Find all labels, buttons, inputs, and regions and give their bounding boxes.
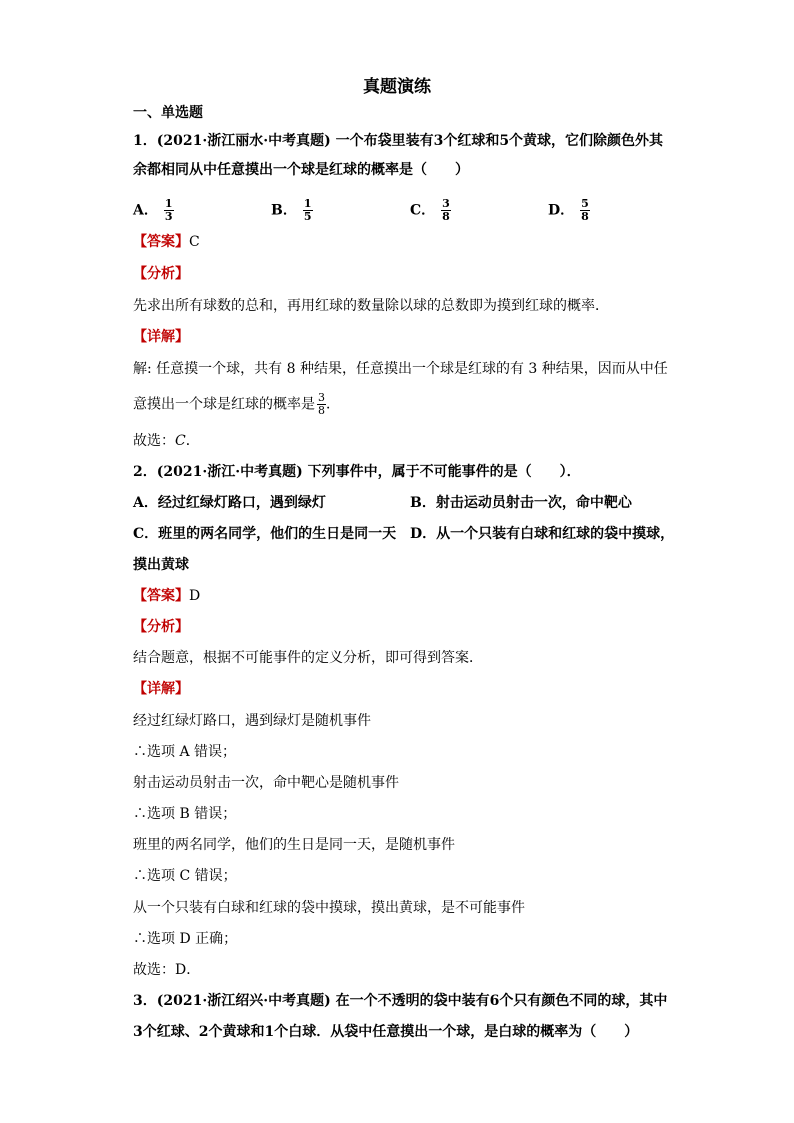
answer-tag: 【答案】 (133, 234, 189, 250)
q1-stem-line1: 1．(2021·浙江丽水·中考真题) 一个布袋里装有3个红球和5个黄球，它们除颜色外其 (133, 133, 664, 149)
q2-detail-line: ∴选项 B 错误； (133, 806, 237, 822)
q1-option-d: D． $\frac{5}{8}$ (548, 197, 589, 223)
section-heading: 一、单选题 (133, 105, 203, 121)
q1-detail-tag: 【详解】 (133, 329, 189, 345)
q1-stem-line2: 余都相同从中任意摸出一个球是红球的概率是（ ） (133, 162, 469, 178)
q1-answer: 【答案】C (133, 234, 200, 250)
q2-option-d: D．从一个只装有白球和红球的袋中摸球， (410, 526, 675, 542)
answer-tag: 【答案】 (133, 588, 189, 604)
q2-option-b: B．射击运动员射击一次，命中靶心 (410, 495, 632, 511)
q2-detail-line: 经过红绿灯路口，遇到绿灯是随机事件 (133, 713, 371, 729)
q2-detail-line: ∴选项 A 错误； (133, 744, 237, 760)
q2-analysis-tag: 【分析】 (133, 619, 189, 635)
q2-option-d-cont: 摸出黄球 (133, 557, 189, 573)
page-title: 真题演练 (363, 77, 431, 97)
fraction: $\frac{5}{8}$ (581, 197, 589, 223)
q2-detail-line: ∴选项 D 正确； (133, 931, 238, 947)
q2-option-c: C．班里的两名同学，他们的生日是同一天 (133, 526, 397, 542)
q2-detail-line: 班里的两名同学，他们的生日是同一天，是随机事件 (133, 837, 455, 853)
q2-detail-line: 射击运动员射击一次，命中靶心是随机事件 (133, 775, 399, 791)
q1-option-c: C． $\frac{3}{8}$ (410, 197, 450, 223)
q1-detail-line1: 解: 任意摸一个球，共有 8 种结果，任意摸出一个球是红球的有 3 种结果，因而从中任 (133, 361, 668, 377)
fraction: $\frac{1}{3}$ (164, 197, 173, 223)
q3-stem-line2: 3个红球、2个黄球和1个白球．从袋中任意摸出一个球，是白球的概率为（ ） (133, 1024, 639, 1040)
q2-analysis: 结合题意，根据不可能事件的定义分析，即可得到答案． (133, 650, 483, 666)
fraction: $\frac{3}{8}$ (442, 197, 450, 223)
q2-stem: 2．(2021·浙江·中考真题) 下列事件中，属于不可能事件的是（ ）． (133, 464, 581, 480)
q1-analysis: 先求出所有球数的总和，再用红球的数量除以球的总数即为摸到红球的概率． (133, 298, 609, 314)
q3-stem-line1: 3．(2021·浙江绍兴·中考真题) 在一个不透明的袋中装有6个只有颜色不同的球，其中 (133, 993, 668, 1009)
q2-detail-line: ∴选项 C 错误； (133, 868, 237, 884)
q1-analysis-tag: 【分析】 (133, 266, 189, 282)
q2-answer: 【答案】D (133, 588, 201, 604)
q1-choose: 故选：C． (133, 433, 200, 449)
q1-detail-line2: 意摸出一个球是红球的概率是 $\frac{3}{8}$ ． (133, 391, 340, 417)
fraction: $\frac{1}{5}$ (303, 197, 312, 223)
q2-option-a: A．经过红绿灯路口，遇到绿灯 (133, 495, 326, 511)
q1-option-b: B． $\frac{1}{5}$ (271, 197, 312, 223)
q2-detail-line: 从一个只装有白球和红球的袋中摸球，摸出黄球，是不可能事件 (133, 900, 525, 916)
q2-detail-line: 故选：D． (133, 962, 201, 978)
q2-detail-tag: 【详解】 (133, 681, 189, 697)
q1-option-a: A． $\frac{1}{3}$ (133, 197, 173, 223)
